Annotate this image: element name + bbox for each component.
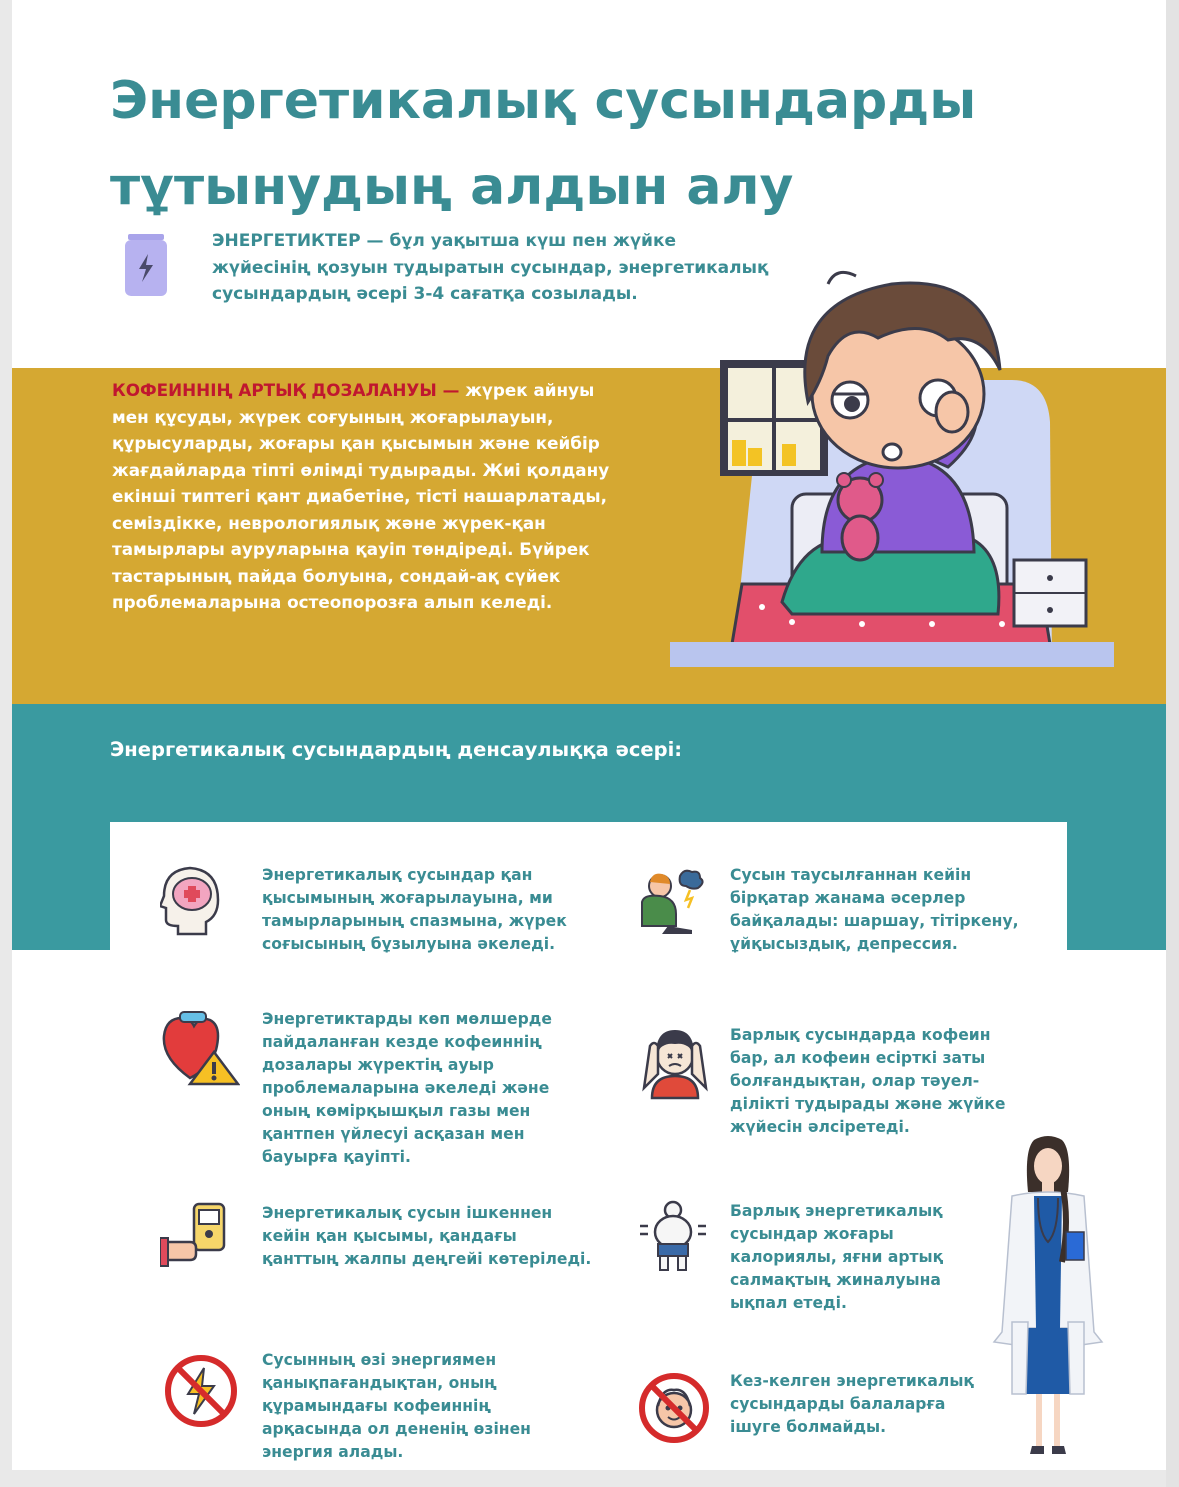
stressed-person-icon	[640, 1024, 710, 1100]
effect-text-7: Барлық энергетикалық сусындар жоғары калориялы, яғни артық салмақтың жиналуына ықпал етеді.	[730, 1202, 944, 1312]
effect-text-2: Энергетиктарды көп мөлшерде пайдаланған кезде кофеиннің дозалары жүректің ауыр проблемаларына әкеледі және оның көмірқышқыл газы мен қантпен үйлесуі асқазан мен бауырға қауіпті.	[262, 1010, 552, 1166]
brain-head-icon	[160, 864, 222, 936]
title-line-1: Энергетикалық сусындарды	[110, 71, 977, 131]
energy-can-icon	[124, 234, 168, 298]
poster-page	[12, 0, 1166, 1470]
page-title	[110, 58, 1120, 230]
depressed-person-icon	[632, 866, 706, 936]
effects-heading: Энергетикалық сусындардың денсаулыққа әсері:	[110, 738, 683, 761]
effect-text-5: Сусын таусылғаннан кейін бірқатар жанама әсерлер байқалады: шаршау, тітіркену, ұйқысыздық, депрессия.	[730, 866, 1019, 953]
page-edge	[1166, 0, 1179, 1487]
effect-text-6: Барлық сусындарда кофеин бар, ал кофеин есірткі заты болғандықтан, олар тәуел-ділікті тудырады және жүйке жүйесін әлсіретеді.	[730, 1026, 1006, 1136]
doctor-illustration	[982, 1132, 1112, 1458]
heart-warning-icon	[160, 1010, 240, 1086]
effect-text-3: Энергетикалық сусын ішкеннен кейін қан қысымы, қандағы қанттың жалпы деңгейі көтеріледі.	[262, 1204, 592, 1268]
glucometer-icon	[160, 1202, 230, 1272]
effect-text-8: Кез-келген энергетикалық сусындарды балаларға ішуге болмайды.	[730, 1372, 975, 1436]
no-children-icon	[638, 1372, 710, 1444]
effect-text-1: Энергетикалық сусындар қан қысымының жоғарылауына, ми тамырларының спазмына, жүрек соғысының бұзылуына әкеледі.	[262, 866, 567, 953]
overdose-paragraph	[112, 377, 632, 616]
overdose-text: жүрек айнуы мен құсуды, жүрек соғуының жоғарылауын, құрысуларды, жоғары қан қысымын және кейбір жағдайларда тіпті өлімді тудырады. Жиі қолдану екінші типтегі қант диабетіне, тісті нашарлатады, семіздікке, неврологиялық және жүрек-қан тамырлары ауруларына қауіп төндіреді. Бүйрек тастарының пайда болуына, сондай-ақ сүйек проблемаларына остеопорозға алып келеді.	[112, 380, 610, 612]
no-energy-icon	[164, 1354, 238, 1428]
intro-text: ЭНЕРГЕТИКТЕР — бұл уақытша күш пен жүйке жүйесінің қозуын тудыратын сусындар, энергетикалық сусындардың әсері 3-4 сағатқа созылады.	[212, 231, 769, 304]
overweight-icon	[638, 1200, 708, 1272]
sick-child-illustration	[652, 262, 1122, 672]
overdose-highlight: КОФЕИННІҢ АРТЫҚ ДОЗАЛАНУЫ —	[112, 380, 460, 400]
title-line-2: тұтынудың алдын алу	[110, 157, 794, 217]
effect-text-4: Сусынның өзі энергиямен қанықпағандықтан, оның құрамындағы кофеиннің арқасында ол дененің өзінен энергия алады.	[262, 1351, 531, 1461]
